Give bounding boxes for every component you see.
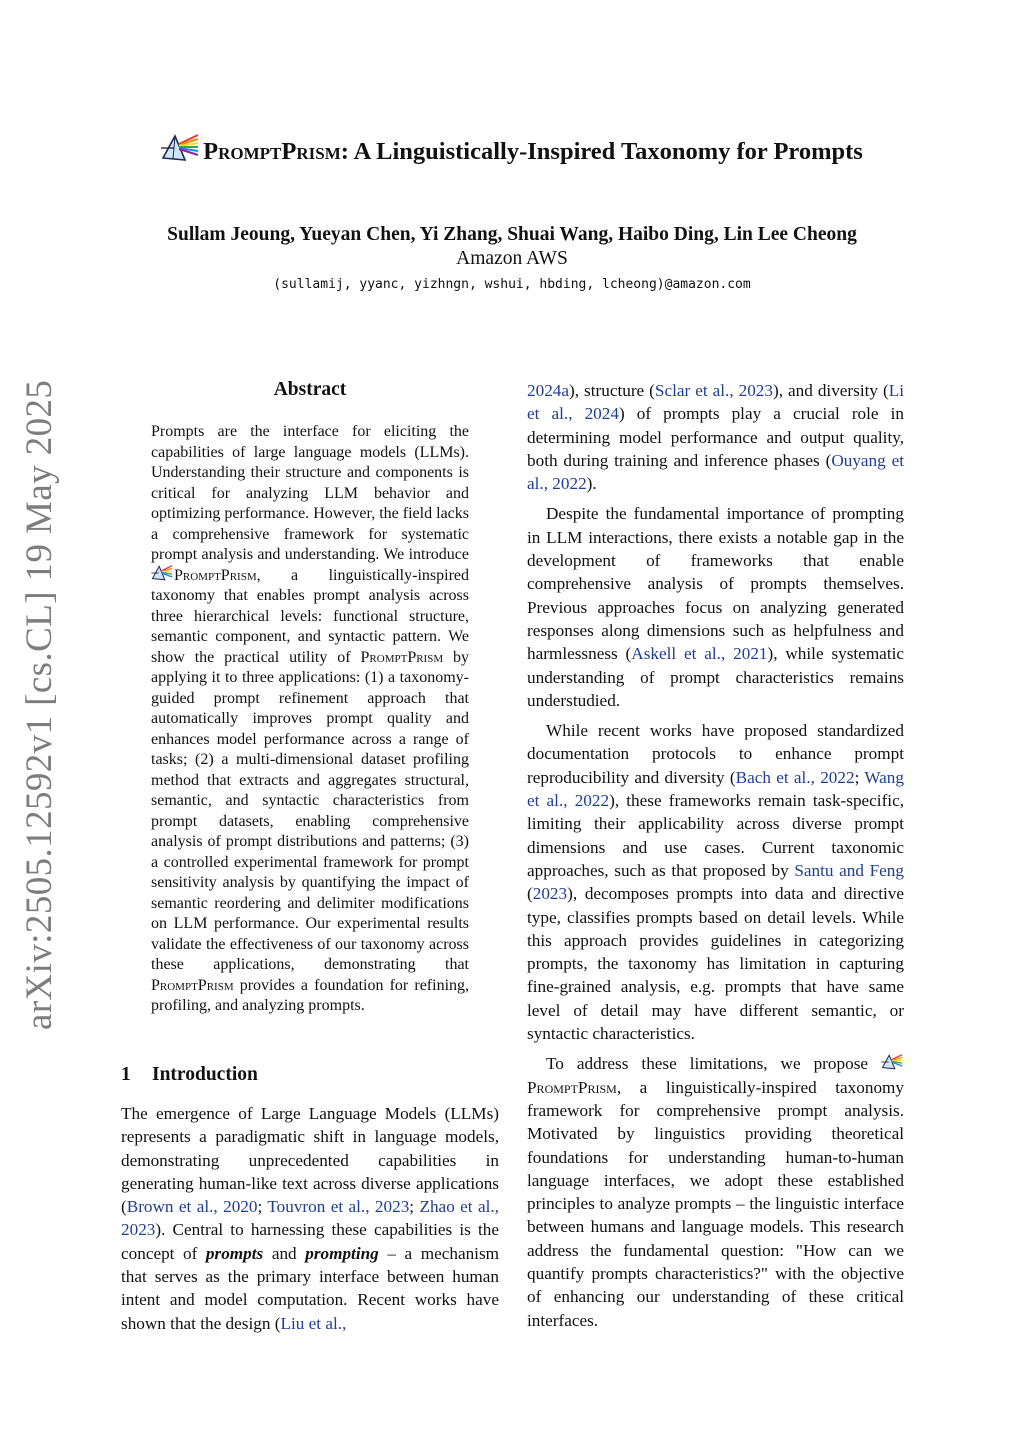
title-name: PromptPrism <box>203 138 341 165</box>
abstract-text: by applying it to three applications: (1) a taxonomy-guided prompt refinement approach that automatically improves prompt quality and enhances model performance across a range of tasks; (2) a multi-dimensional dataset profiling method that extracts and aggregates structural, semantic, and syntactic characteristics from prompt datasets, enabling comprehensive analysis of prompt distributions and patterns; (3) a controlled experimental framework for prompt sensitivity analysis by quantifying the impact of semantic reordering and delimiter modifications on LLM performance. Our experimental results validate the effectiveness of our taxonomy across these applications, demonstrating that <box>151 648 470 973</box>
paragraph: While recent works have proposed standardized documentation protocols to enhance prompt reproducibility and diversity (Bach et al., 2022; Wang et al., 2022), these frameworks remain task-specific, limiting their applicability across diverse prompt dimensions and use cases. Current taxonomic approaches, such as that proposed by Santu and Feng (2023), decomposes prompts into data and directive type, classifies prompts based on detail levels. While this approach provides guidelines in categorizing prompts, the taxonomy has limitation in capturing fine-grained analysis, e.g. prompts that have same level of detail may have different semantic, or syntactic characteristics. <box>527 721 904 1044</box>
intro-paragraph: The emergence of Large Language Models (LLMs) represents a paradigmatic shift in language models, demonstrating unprecedented capabilities in generating human-like text across diverse applications (Brown et al., 2020; Touvron et al., 2023; Zhao et al., 2023). Central to harnessing these capabilities is the concept of prompts and prompting – a mechanism that serves as the primary interface between human intent and model computation. Recent works have shown that the design (Liu et al., <box>121 1104 499 1333</box>
citation-link[interactable]: Touvron et al., 2023 <box>267 1197 410 1217</box>
paragraph <box>527 379 904 495</box>
prism-icon <box>161 132 199 164</box>
title-row <box>0 136 1024 168</box>
citation-link[interactable]: Brown et al., 2020 <box>126 1197 258 1217</box>
prism-icon <box>151 564 173 582</box>
affiliation: Amazon AWS <box>456 248 568 269</box>
citation-link[interactable]: 2023 <box>532 884 568 904</box>
title-rest: : A Linguistically-Inspired Taxonomy for Prompts <box>340 138 863 165</box>
section-title: Introduction <box>152 1064 258 1085</box>
body-text: ), while systematic understanding of prompt characteristics remains understudied. <box>527 644 904 710</box>
body-text: ) of prompts play a crucial role in determining model performance and output quality, both during training and inference phases ( <box>527 404 904 470</box>
citation-link[interactable]: Bach et al., 2022 <box>735 767 855 787</box>
body-text: – a mechanism that serves as the primary interface between human intent and model computation. Recent works have shown that the design ( <box>121 1243 499 1333</box>
abstract-body <box>151 422 469 1017</box>
author-list: Sullam Jeoung, Yueyan Chen, Yi Zhang, Shuai Wang, Haibo Ding, Lin Lee Cheong <box>167 224 857 245</box>
body-text: To address these limitations, we propose <box>546 1054 869 1074</box>
paper-title <box>203 138 863 166</box>
body-text: and <box>263 1243 306 1263</box>
citation-link[interactable]: Zhao et al., 2023 <box>121 1197 499 1240</box>
body-text: ( <box>527 884 533 904</box>
body-text: ), decomposes prompts into data and directive type, classifies prompts based on detail levels. While this approach provides guidelines in categorizing prompts, the taxonomy has limitation in capturing fine-grained analysis, e.g. prompts that have same level of detail may have different semantic, or syntactic characteristics. <box>527 884 904 1044</box>
citation-link[interactable]: Askell et al., 2021 <box>631 644 768 664</box>
body-text: ), these frameworks remain task-specific, limiting their applicability across diverse prompt dimensions and use cases. Current taxonomic approaches, such as that proposed by <box>527 791 904 880</box>
abstract-text: Prompts are the interface for eliciting the capabilities of large language models (LLMs). Understanding their structure and components is critical for analyzing LLM behavior and optimizing performance. However, the field lacks a comprehensive framework for systematic prompt analysis and understanding. We introduce <box>151 423 469 563</box>
abstract-text: provides a foundation for refining, profiling, and analyzing prompts. <box>151 976 470 1014</box>
abstract-text: , a linguistically-inspired taxonomy that enables prompt analysis across three hierarchical levels: functional structure, semantic component, and syntactic pattern. We show the practical utility of <box>151 566 469 666</box>
body-text: , a linguistically-inspired taxonomy framework for comprehensive prompt analysis. Motivated by linguistics providing theoretical foundations for understanding human-to-human language interfaces, we adopt these established principles to analyze prompts – the linguistic interface between humans and language models. This research address the fundamental question: "How can we quantify prompts characteristics?" with the objective of enhancing our understanding of these critical interfaces. <box>527 1077 904 1330</box>
body-text: The emergence of Large Language Models (LLMs) represents a paradigmatic shift in language models, demonstrating unprecedented capabilities in generating human-like text across diverse applications ( <box>121 1104 499 1217</box>
emphasis: prompts <box>205 1243 264 1263</box>
citation-link[interactable]: Li et al., 2024 <box>527 381 904 424</box>
framework-name: PromptPrism <box>151 976 234 994</box>
framework-name: PromptPrism <box>527 1077 617 1097</box>
framework-name: PromptPrism <box>360 648 444 666</box>
paragraph <box>527 502 904 712</box>
arxiv-stamp: arXiv:2505.12592v1 [cs.CL] 19 May 2025 <box>19 379 60 1030</box>
body-text: ), and diversity ( <box>773 381 889 400</box>
body-text: ). <box>586 474 597 494</box>
prism-icon <box>881 1053 903 1071</box>
citation-link[interactable]: Liu et al., <box>280 1313 347 1333</box>
citation-link[interactable]: 2024a <box>527 381 570 400</box>
emphasis: prompting <box>305 1243 379 1263</box>
abstract-title: Abstract <box>273 379 347 400</box>
body-text: ), structure ( <box>569 381 655 400</box>
citation-link[interactable]: Sclar et al., 2023 <box>654 381 773 400</box>
section-heading <box>121 1064 258 1086</box>
citation-link[interactable]: Ouyang et al., 2022 <box>527 450 904 494</box>
citation-link[interactable]: Wang et al., 2022 <box>527 767 904 811</box>
email-line: (sullamij, yyanc, yizhngn, wshui, hbding, lcheong)@amazon.com <box>273 277 751 292</box>
paragraph <box>527 1052 904 1332</box>
framework-name: PromptPrism <box>174 566 257 584</box>
body-text: While recent works have proposed standardized documentation protocols to enhance prompt reproducibility and diversity ( <box>527 721 904 787</box>
right-column <box>527 379 904 1339</box>
citation-link[interactable]: Santu and Feng <box>794 860 904 880</box>
section-number: 1 <box>121 1064 131 1085</box>
body-text: ). Central to harnessing these capabilities is the concept of <box>121 1220 499 1263</box>
body-text: Despite the fundamental importance of prompting in LLM interactions, there exists a notable gap in the development of frameworks that enable comprehensive analysis of prompts themselves. Previous approaches focus on analyzing generated responses along dimensions such as helpfulness and harmlessness ( <box>527 504 904 664</box>
